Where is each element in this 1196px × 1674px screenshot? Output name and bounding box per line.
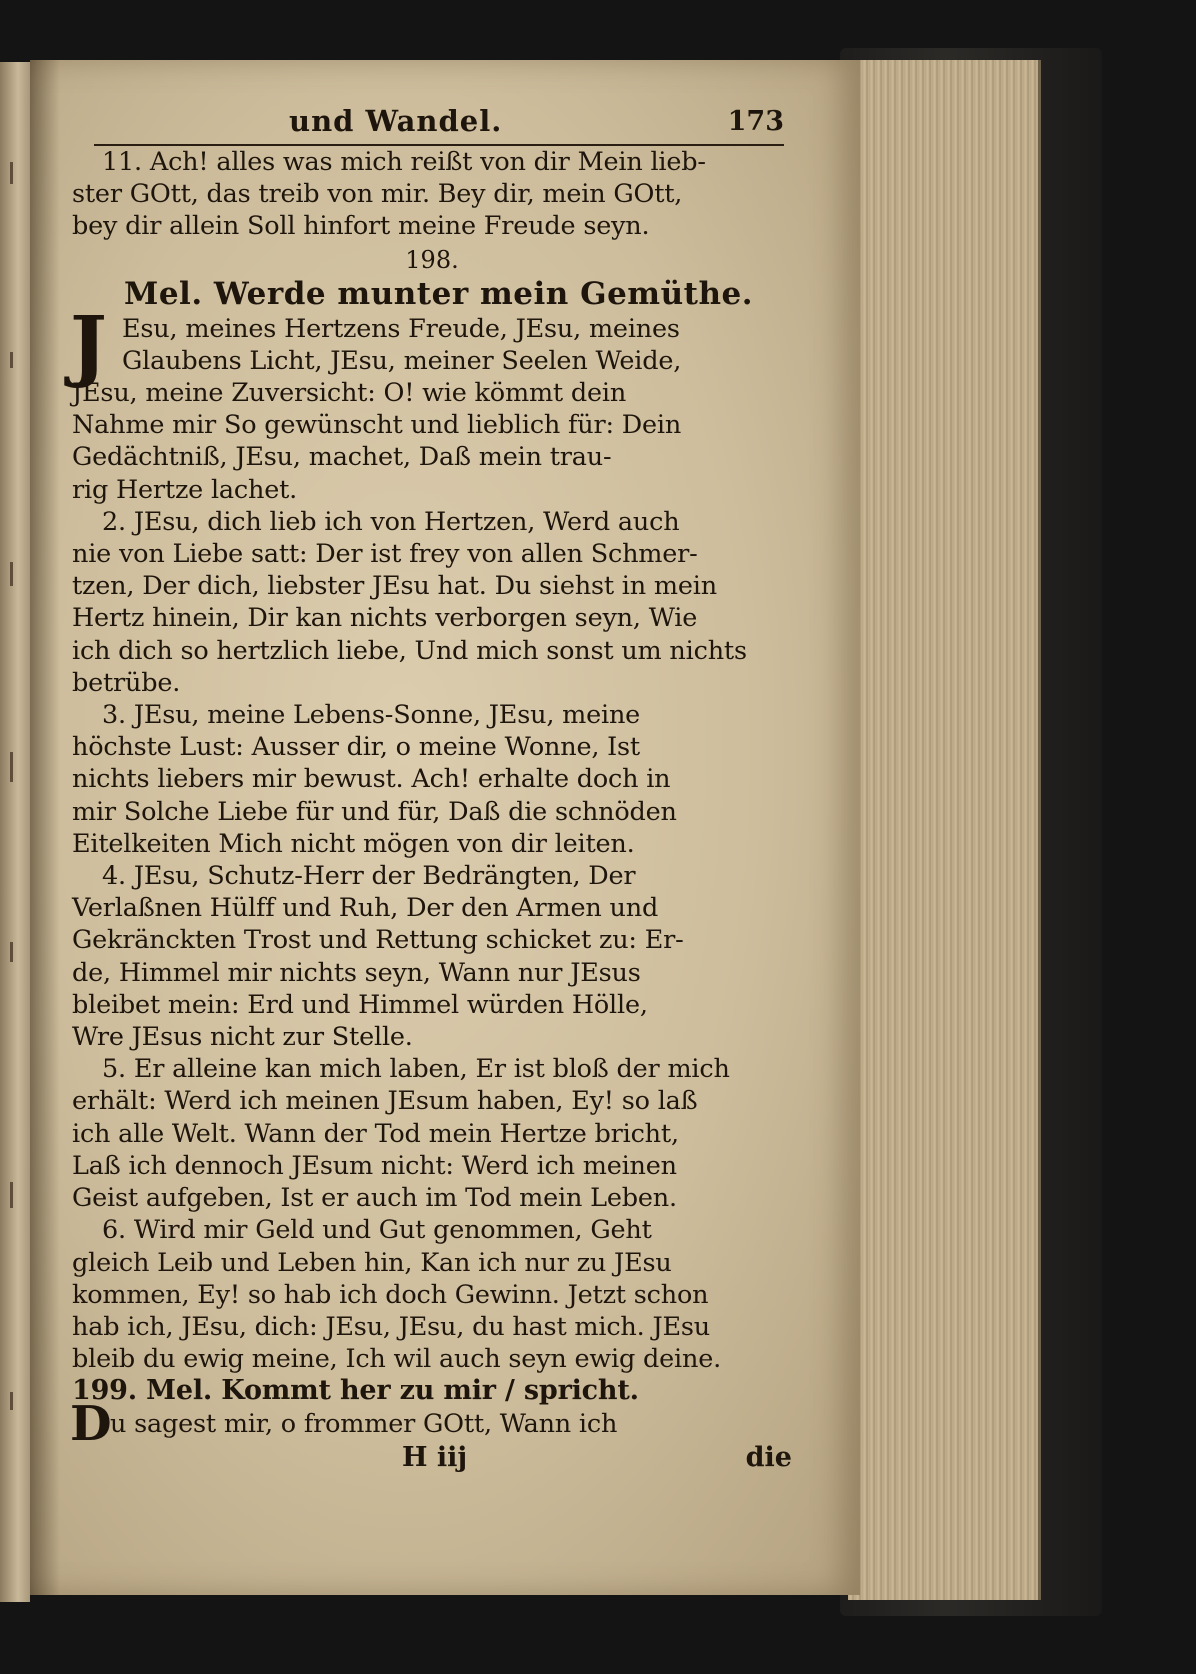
text-line: mir Solche Liebe für und für, Daß die schnöden [72, 796, 677, 827]
hymn-number: 198. [405, 245, 459, 274]
melody-heading: Mel. Werde munter mein Gemüthe. [124, 275, 754, 312]
text-line: Eitelkeiten Mich nicht mögen von dir leiten. [72, 828, 635, 859]
page-gutter-shadow [30, 60, 60, 1595]
signature-mark: H iij [402, 1441, 468, 1473]
page-number: 173 [727, 106, 784, 137]
text-line: JEsu, meine Zuversicht: O! wie kömmt dein [72, 378, 627, 409]
text-line: 3. JEsu, meine Lebens-Sonne, JEsu, meine [102, 700, 641, 731]
text-line: Glaubens Licht, JEsu, meiner Seelen Weide, [122, 345, 682, 376]
melody-heading: Mel. Kommt her zu mir / spricht. [146, 1375, 639, 1407]
text-line: Wre JEsus nicht zur Stelle. [72, 1022, 413, 1053]
text-line: rig Hertze lachet. [72, 474, 298, 505]
catchword: die [745, 1441, 792, 1473]
text-line: bleibet mein: Erd und Himmel würden Hölle, [72, 989, 648, 1020]
drop-cap: J [70, 299, 107, 391]
page-edges [848, 60, 1041, 1600]
text-line: Geist aufgeben, Ist er auch im Tod mein Leben. [72, 1183, 677, 1214]
text-line: Esu, meines Hertzens Freude, JEsu, meines [122, 313, 680, 344]
hymn-number: 199. [72, 1375, 137, 1407]
text-line: 6. Wird mir Geld und Gut genommen, Geht [102, 1215, 652, 1246]
text-line: 4. JEsu, Schutz-Herr der Bedrängten, Der [102, 861, 636, 892]
page-header [94, 104, 784, 146]
text-line: ster GOtt, das treib von mir. Bey dir, mein GOtt, [72, 179, 683, 210]
text-line: erhält: Werd ich meinen JEsum haben, Ey! so laß [72, 1086, 698, 1117]
hymn-199-opening [70, 1395, 792, 1452]
left-page-edge [0, 62, 30, 1602]
text-line: nichts liebers mir bewust. Ach! erhalte doch in [72, 764, 671, 795]
running-title: und Wandel. [289, 104, 503, 138]
text-line: de, Himmel mir nichts seyn, Wann nur JEsus [72, 957, 641, 988]
text-line: nie von Liebe satt: Der ist frey von allen Schmer- [72, 539, 698, 570]
hymn-197-ending [72, 146, 792, 243]
text-line: 5. Er alleine kan mich laben, Er ist bloß der mich [102, 1054, 730, 1085]
text-line: ich alle Welt. Wann der Tod mein Hertze bricht, [72, 1118, 679, 1149]
hymn-198-body [72, 377, 792, 1375]
hymn-199-heading [72, 1375, 792, 1407]
page-text [72, 104, 792, 1478]
text-line: hab ich, JEsu, dich: JEsu, JEsu, du hast mich. JEsu [72, 1311, 710, 1342]
text-line: Verlaßnen Hülff und Ruh, Der den Armen und [72, 893, 659, 924]
text-line: Hertz hinein, Dir kan nichts verborgen seyn, Wie [72, 603, 698, 634]
hymn-198-opening [70, 299, 792, 391]
text-line: u sagest mir, o frommer GOtt, Wann ich [110, 1408, 618, 1439]
text-line: kommen, Ey! so hab ich doch Gewinn. Jetzt schon [72, 1279, 709, 1310]
text-line: bleib du ewig meine, Ich wil auch seyn ewig deine. [72, 1344, 722, 1375]
drop-cap: D [70, 1395, 112, 1452]
text-line: 2. JEsu, dich lieb ich von Hertzen, Werd auch [102, 506, 680, 537]
text-line: Laß ich dennoch JEsum nicht: Werd ich meinen [72, 1150, 677, 1181]
text-line: tzen, Der dich, liebster JEsu hat. Du siehst in mein [72, 571, 717, 602]
page-footer [72, 1442, 792, 1478]
text-line: höchste Lust: Ausser dir, o meine Wonne, Ist [72, 732, 640, 763]
text-line: 11. Ach! alles was mich reißt von dir Mein lieb- [102, 147, 706, 177]
text-line: Gekränckten Trost und Rettung schicket zu: Er- [72, 925, 684, 956]
text-line: gleich Leib und Leben hin, Kan ich nur zu JEsu [72, 1247, 672, 1278]
text-line: Gedächtniß, JEsu, machet, Daß mein trau- [72, 442, 612, 473]
text-line: bey dir allein Soll hinfort meine Freude seyn. [72, 211, 650, 242]
text-line: ich dich so hertzlich liebe, Und mich sonst um nichts [72, 635, 747, 666]
text-line: Nahme mir So gewünscht und lieblich für: Dein [72, 410, 682, 441]
text-line: betrübe. [72, 667, 181, 698]
